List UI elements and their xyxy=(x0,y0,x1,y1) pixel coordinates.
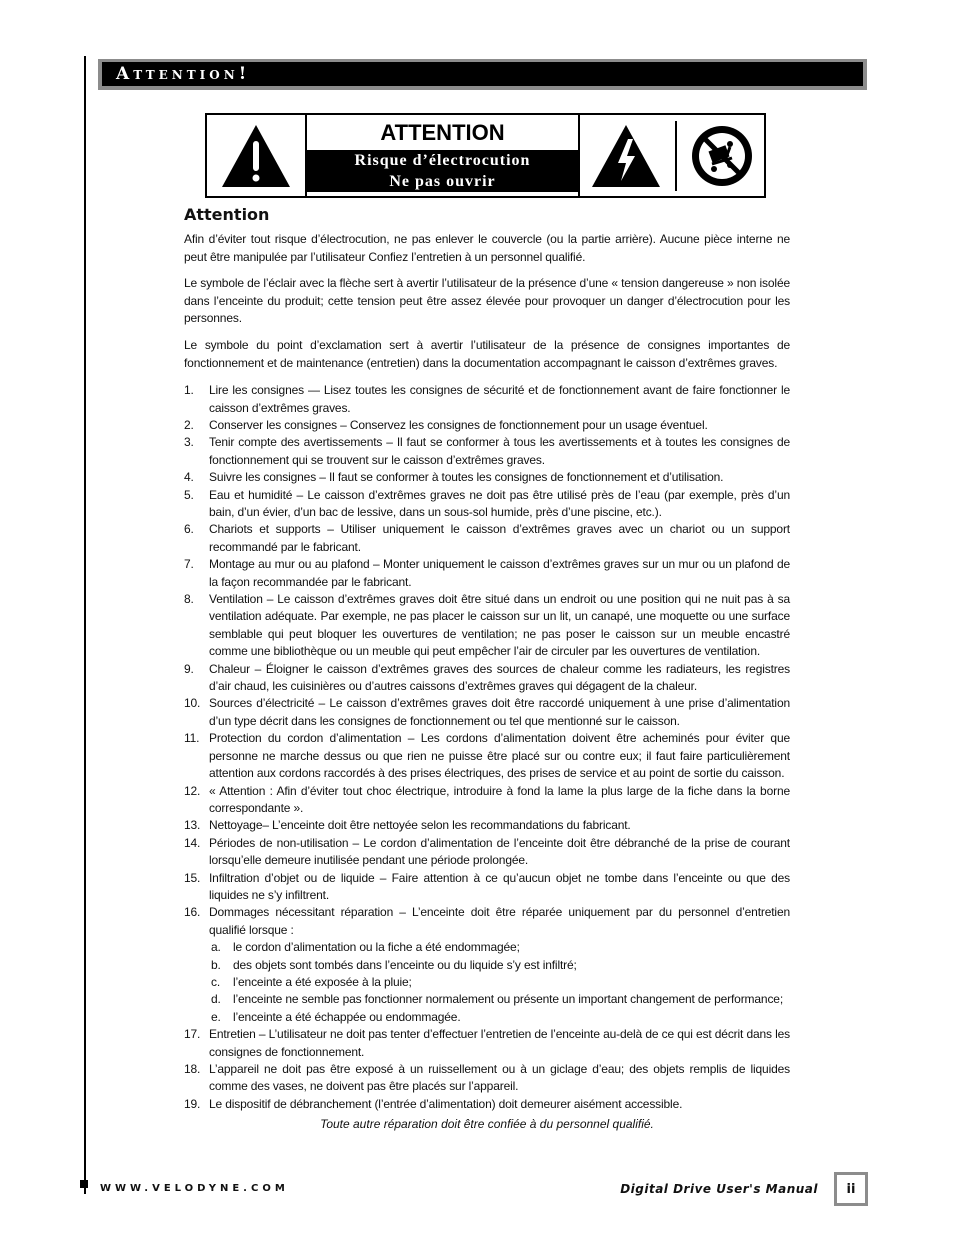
section-header-bar xyxy=(98,59,867,90)
sub-list-container xyxy=(184,939,790,1026)
list-item xyxy=(184,487,790,522)
item-number: 3. xyxy=(184,435,194,450)
item-text: Entretien – L’utilisateur ne doit pas tenter d’effectuer l’entretien de l’enceinte au-delà de ce qui est décrit dans les consignes de fonctionnement. xyxy=(209,1027,790,1059)
section-header-title: Attention! xyxy=(102,62,863,86)
warning-panel xyxy=(205,113,766,198)
exclamation-triangle-icon xyxy=(220,123,292,189)
item-text: Périodes de non-utilisation – Le cordon d’alimentation de l’enceinte doit être débranché de la prise de courant lorsqu’elle demeure inutilisée pendant une période prolongée. xyxy=(209,835,790,868)
safety-instructions-list xyxy=(184,382,790,1113)
item-number: 13. xyxy=(184,818,201,833)
item-text: Sources d’électricité – Le caisson d’extrêmes graves doit être raccordé uniquement à une prise d’alimentation d’un type décrit dans les consignes de fonctionnement ou tel que mentionné sur le caisson. xyxy=(209,696,790,728)
item-text: Conserver les consignes – Conservez les consignes de fonctionnement pour un usage éventuel. xyxy=(209,417,708,432)
item-number: 15. xyxy=(184,870,201,885)
item-number: 12. xyxy=(184,783,201,798)
item-number: 10. xyxy=(184,696,201,711)
list-item xyxy=(184,783,790,818)
item-number: 17. xyxy=(184,1027,201,1042)
list-item xyxy=(184,434,790,469)
item-text: Protection du cordon d’alimentation – Les cordons d’alimentation doivent être acheminés pour éviter que personne ne marche dessus ou que rien ne puisse être placé sur ou contre eux; il faut faire particulièrement attention aux cordons raccordés à des prises électriques, des prises de service et au point de sortie du caisson. xyxy=(209,731,790,781)
sub-item-text: des objets sont tombés dans l’enceinte ou du liquide s’y est infiltré; xyxy=(233,957,577,972)
footer-manual-title: Digital Drive User's Manual xyxy=(620,1182,818,1196)
list-item xyxy=(184,817,790,834)
page-number-badge xyxy=(834,1172,868,1206)
warning-left-cell xyxy=(207,115,307,196)
item-text: Chaleur – Éloigner le caisson d’extrêmes graves des sources de chaleur comme les radiateurs, les registres d’air chaud, les cuisinières ou d’autres caissons d’extrêmes graves qui dégagent de la chaleur. xyxy=(209,661,790,694)
paragraph: Le symbole du point d’exclamation sert à avertir l’utilisateur de la présence de consignes importantes de fonctionnement et de maintenance (entretien) dans la documentation accompagnant le caisson d’extrêmes graves. xyxy=(184,337,790,370)
warning-right-cell xyxy=(580,115,764,196)
warning-subtitle-line2: Ne pas ouvrir xyxy=(389,173,496,190)
item-number: 14. xyxy=(184,835,201,850)
warning-subtitle-line1: Risque d’électrocution xyxy=(354,152,531,169)
sub-list-item xyxy=(209,974,790,991)
item-number: 19. xyxy=(184,1096,201,1111)
item-number: 16. xyxy=(184,905,201,920)
item-text: Eau et humidité – Le caisson d’extrêmes graves ne doit pas être utilisé près de l’eau (par exemple, près d’un bain, d’un évier, d’un bac de lessive, dans un sous-sol humide, près d’une piscine, etc.). xyxy=(209,487,790,519)
main-content xyxy=(184,205,790,1131)
lightning-triangle-icon xyxy=(590,123,662,189)
closing-note: Toute autre réparation doit être confiée à du personnel qualifié. xyxy=(320,1117,654,1132)
item-number: 7. xyxy=(184,557,194,572)
item-text: Chariots et supports – Utiliser uniquement le caisson d’extrêmes graves avec un chariot ou un support recommandé par le fabricant. xyxy=(209,522,790,554)
item-text: Lire les consignes — Lisez toutes les consignes de sécurité et de fonctionnement avant de faire fonctionner le caisson d’extrêmes graves. xyxy=(209,383,790,415)
item-number: 5. xyxy=(184,487,194,502)
item-text: Le dispositif de débranchement (l’entrée d’alimentation) doit demeurer aisément accessible. xyxy=(209,1096,683,1111)
warning-center-cell xyxy=(307,115,580,196)
item-number: 1. xyxy=(184,383,194,398)
item-number: 8. xyxy=(184,592,194,607)
list-item xyxy=(184,1096,790,1113)
list-item xyxy=(184,730,790,782)
list-item xyxy=(184,556,790,591)
item-number: 9. xyxy=(184,661,194,676)
list-item xyxy=(184,382,790,417)
item-number: 2. xyxy=(184,417,194,432)
list-item xyxy=(184,591,790,661)
sub-item-letter: e. xyxy=(211,1009,221,1024)
list-item xyxy=(184,1061,790,1096)
item-text: « Attention : Afin d’éviter tout choc électrique, introduire à fond la lame la plus large de la fiche dans la borne correspondante ». xyxy=(209,783,790,815)
sub-list-item xyxy=(209,939,790,956)
left-margin-rule xyxy=(84,56,86,1194)
page-number: ii xyxy=(837,1175,865,1203)
list-item xyxy=(184,469,790,486)
item-number: 6. xyxy=(184,522,194,537)
sub-item-text: l’enceinte ne semble pas fonctionner normalement ou présente un important changement de performance; xyxy=(233,992,784,1007)
section-title: Attention xyxy=(184,205,270,224)
sub-item-letter: b. xyxy=(211,957,221,972)
left-margin-marker xyxy=(80,1180,88,1188)
item-number: 11. xyxy=(184,731,200,746)
sub-item-letter: c. xyxy=(211,974,221,989)
item-text: Dommages nécessitant réparation – L’enceinte doit être réparée uniquement par du personnel d’entretien qualifié lorsque : xyxy=(209,905,790,937)
item-text: L’appareil ne doit pas être exposé à un ruissellement ou à un giclage d’eau; des objets remplis de liquides comme des vases, ne doivent pas être placés sur l’appareil. xyxy=(209,1062,790,1094)
sub-list-item xyxy=(209,1009,790,1026)
sub-item-letter: d. xyxy=(211,992,221,1007)
item-number: 4. xyxy=(184,470,194,485)
list-item xyxy=(184,521,790,556)
sub-list-item xyxy=(209,957,790,974)
footer-url: WWW.VELODYNE.COM xyxy=(100,1183,289,1194)
no-cart-tipover-icon xyxy=(690,124,754,188)
list-item xyxy=(184,417,790,434)
item-text: Infiltration d’objet ou de liquide – Faire attention à ce qu’aucun objet ne tombe dans l’enceinte ou que des liquides ne s’y infiltrent. xyxy=(209,870,790,902)
item-number: 18. xyxy=(184,1062,201,1076)
item-text: Ventilation – Le caisson d’extrêmes graves doit être situé dans un endroit ou une position qui ne nuit pas à sa ventilation adéquate. Par exemple, ne pas placer le caisson sur un lit, un canapé, une moquette ou une surface semblable qui peut bloquer les ouvertures de ventilation; ne pas poser le caisson sur un meuble encastré comme une bibliothèque ou un meuble qui peut empêcher l’air de circuler par les ouvertures de ventilation. xyxy=(209,592,790,659)
sub-item-text: l’enceinte a été exposée à la pluie; xyxy=(233,974,412,989)
list-item xyxy=(184,661,790,696)
list-item xyxy=(184,904,790,939)
sub-item-text: l’enceinte a été échappée ou endommagée. xyxy=(233,1009,461,1024)
icon-divider xyxy=(675,121,677,191)
item-text: Tenir compte des avertissements – Il faut se conformer à tous les avertissements et à toutes les consignes de fonctionnement qui se trouvent sur le caisson d’extrêmes graves. xyxy=(209,435,790,467)
sub-item-letter: a. xyxy=(211,940,221,955)
item-text: Nettoyage– L’enceinte doit être nettoyée selon les recommandations du fabricant. xyxy=(209,818,631,833)
item-text: Suivre les consignes – Il faut se conformer à toutes les consignes de fonctionnement et d’utilisation. xyxy=(209,470,724,485)
list-item xyxy=(184,695,790,730)
warning-subtitle-block xyxy=(307,150,578,192)
damage-conditions-list xyxy=(209,939,790,1026)
sub-item-text: le cordon d’alimentation ou la fiche a été endommagée; xyxy=(233,940,520,955)
sub-list-item xyxy=(209,991,790,1008)
paragraph: Afin d’éviter tout risque d’électrocution, ne pas enlever le couvercle (ou la partie arrière). Aucune pièce interne ne peut être manipulée par l’utilisateur Confiez l’entretien à un personnel qualifié. xyxy=(184,232,790,264)
item-text: Montage au mur ou au plafond – Monter uniquement le caisson d’extrêmes graves sur un mur ou un plafond de la façon recommandée par le fabricant. xyxy=(209,557,790,589)
warning-title: ATTENTION xyxy=(380,119,505,145)
list-item xyxy=(184,835,790,870)
list-item xyxy=(184,870,790,905)
paragraph: Le symbole de l’éclair avec la flèche sert à avertir l’utilisateur de la présence d’une « tension dangereuse » non isolée dans l’enceinte du produit; cette tension peut être assez élevée pour provoquer un danger d’électrocution pour les personnes. xyxy=(184,276,790,326)
list-item xyxy=(184,1026,790,1061)
